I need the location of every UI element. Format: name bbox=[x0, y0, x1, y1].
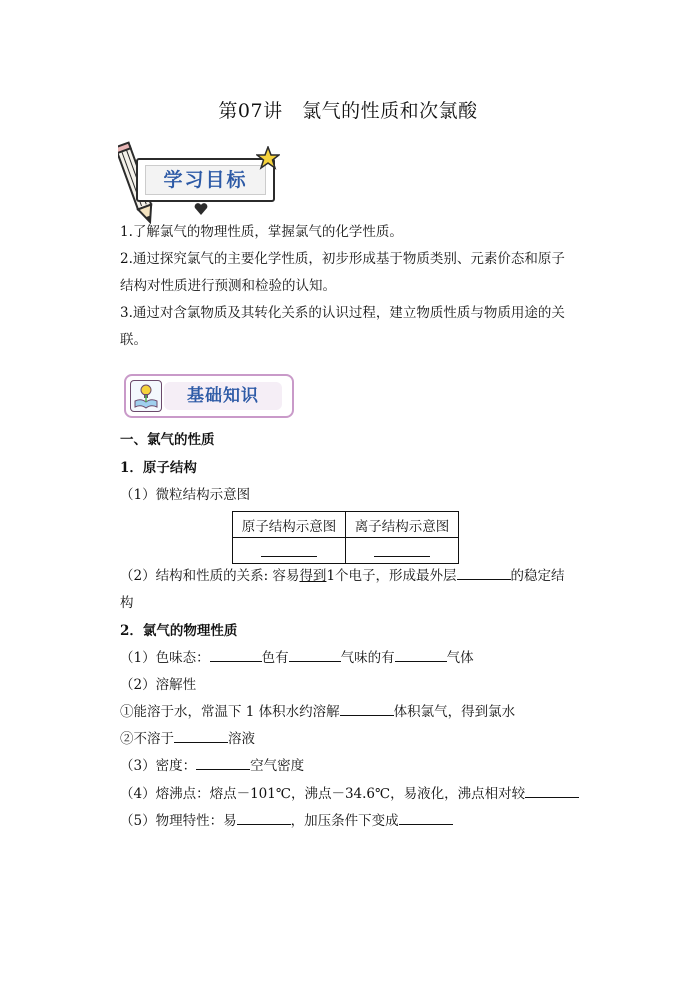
table-header-atomic: 原子结构示意图 bbox=[233, 512, 346, 538]
item-solubility-insoluble: ②不溶于 溶液 bbox=[120, 726, 255, 752]
goal-line-1: 1.了解氯气的物理性质，掌握氯气的化学性质。 bbox=[120, 224, 403, 240]
section-heading: 一、氯气的性质 bbox=[120, 432, 215, 448]
lightbulb-book-icon bbox=[130, 380, 162, 412]
item-structure-property: （2）结构和性质的关系: 容易得到1个电子，形成最外层 的稳定结 bbox=[120, 563, 565, 589]
structure-table bbox=[232, 511, 459, 564]
basic-knowledge-banner bbox=[120, 370, 295, 420]
basic-knowledge-label: 基础知识 bbox=[164, 382, 282, 410]
goal-line-2: 2.通过探究氯气的主要化学性质，初步形成基于物质类别、元素价态和原子 bbox=[120, 251, 565, 267]
table-cell-atomic-blank bbox=[233, 538, 346, 564]
item-solubility: （2）溶解性 bbox=[120, 677, 197, 693]
item-special-property: （5）物理特性：易 ，加压条件下变成 bbox=[120, 808, 453, 834]
table-cell-ionic-blank bbox=[346, 538, 459, 564]
page-title: 第07讲 氯气的性质和次氯酸 bbox=[218, 100, 478, 122]
item-structure-diagram: （1）微粒结构示意图 bbox=[120, 487, 251, 503]
learning-goals-label: 学习目标 bbox=[145, 165, 266, 195]
table-header-ionic: 离子结构示意图 bbox=[346, 512, 459, 538]
item-density: （3）密度： 空气密度 bbox=[120, 753, 304, 779]
goal-line-4: 3.通过对含氯物质及其转化关系的认识过程，建立物质性质与物质用途的关 bbox=[120, 305, 565, 321]
heart-icon bbox=[194, 202, 208, 216]
subheading-atomic-structure: 1．原子结构 bbox=[120, 460, 197, 476]
goal-line-5: 联。 bbox=[120, 332, 147, 348]
item-structure-property-cont: 构 bbox=[120, 595, 134, 611]
subheading-physical-properties: 2．氯气的物理性质 bbox=[120, 623, 238, 639]
item-color-state: （1）色味态： 色有 气味的有 气体 bbox=[120, 645, 474, 671]
star-icon bbox=[256, 146, 280, 170]
item-solubility-water: ①能溶于水，常温下 1 体积水约溶解 体积氯气，得到氯水 bbox=[120, 699, 515, 725]
goal-line-3: 结构对性质进行预测和检验的认知。 bbox=[120, 278, 336, 294]
item-melting-boiling: （4）熔沸点：熔点－101℃，沸点－34.6℃，易液化，沸点相对较 bbox=[120, 781, 579, 807]
